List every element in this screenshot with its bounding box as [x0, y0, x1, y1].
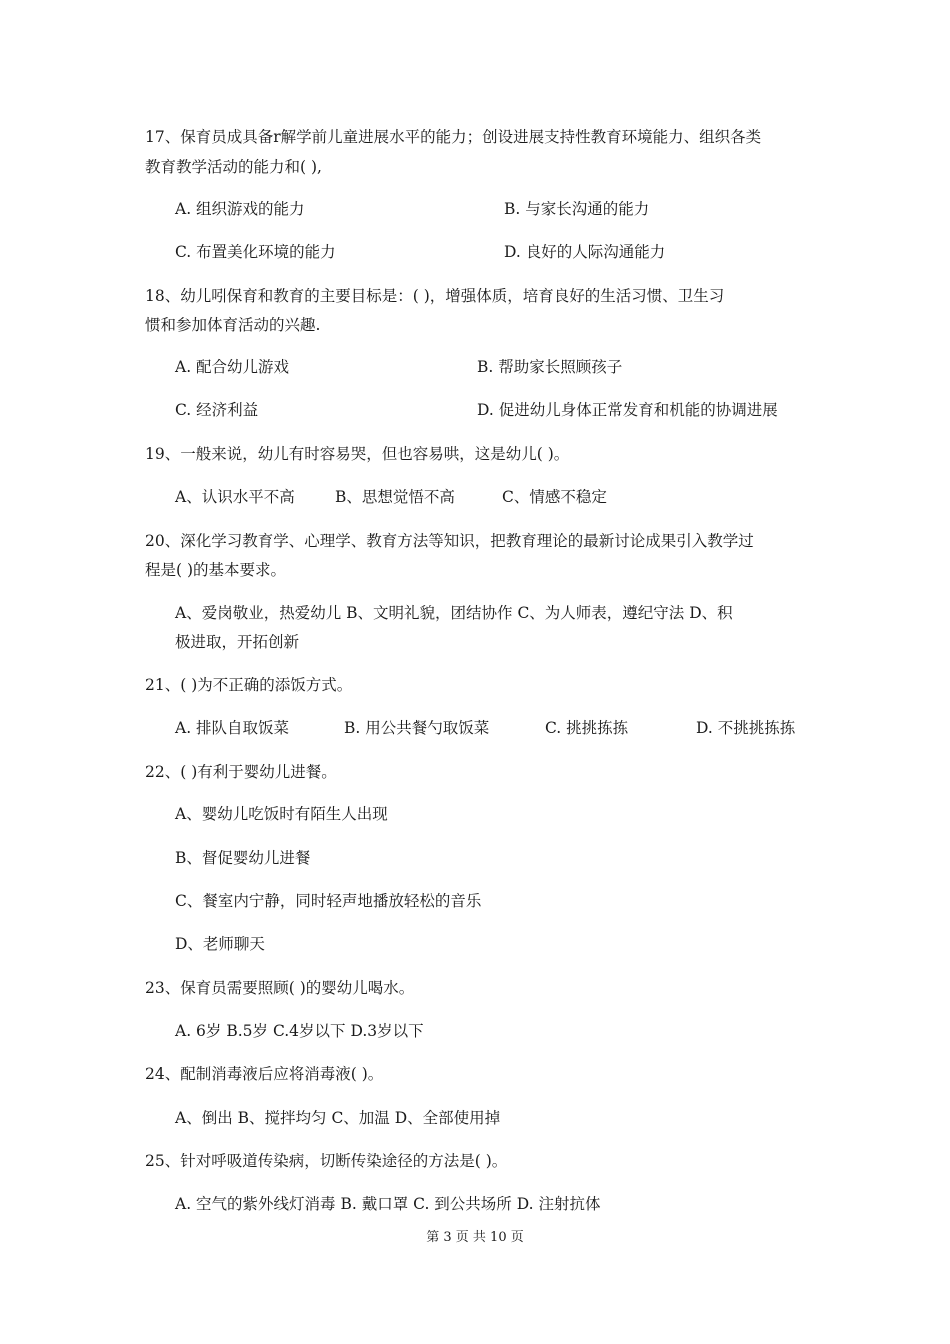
question-20-options-line-1: A、爱岗敬业，热爱幼儿 B、文明礼貌，团结协作 C、为人师表，遵纪守法 D、积: [175, 604, 733, 622]
question-18-option-d: D. 促进幼儿身体正常发育和机能的协调进展: [477, 401, 778, 419]
question-20-stem-line-2: 程是( )的基本要求。: [145, 561, 287, 579]
question-22-option-d: D、老师聊天: [175, 935, 265, 953]
question-21-option-b: B. 用公共餐勺取饭菜: [344, 719, 490, 737]
question-18-option-c: C. 经济利益: [175, 401, 259, 419]
question-19-option-b: B、思想觉悟不高: [335, 488, 455, 506]
question-22-option-a: A、婴幼儿吃饭时有陌生人出现: [175, 805, 388, 823]
question-17-stem-line-1: 17、保育员成具备r解学前儿童进展水平的能力；创设进展支持性教育环境能力、组织各类: [145, 128, 762, 146]
question-17-option-b: B. 与家长沟通的能力: [504, 200, 650, 218]
question-18-stem-line-1: 18、幼儿吲保育和教育的主要目标是：( )，增强体质，培育良好的生活习惯、卫生习: [145, 287, 725, 305]
question-19-option-c: C、情感不稳定: [502, 488, 607, 506]
question-25-options: A. 空气的紫外线灯消毒 B. 戴口罩 C. 到公共场所 D. 注射抗体: [175, 1195, 601, 1213]
question-22-stem: 22、( )有利于婴幼儿进餐。: [145, 763, 337, 781]
question-20-stem-line-1: 20、深化学习教育学、心理学、教育方法等知识，把教育理论的最新讨论成果引入教学过: [145, 532, 754, 550]
question-23-options: A. 6岁 B.5岁 C.4岁以下 D.3岁以下: [175, 1022, 424, 1040]
question-24-options: A、倒出 B、搅拌均匀 C、加温 D、全部使用掉: [175, 1109, 501, 1127]
question-22-option-c: C、餐室内宁静，同时轻声地播放轻松的音乐: [175, 892, 482, 910]
question-20-options-line-2: 极进取，开拓创新: [175, 633, 300, 651]
question-19-stem: 19、一般来说，幼儿有时容易哭，但也容易哄，这是幼儿( )。: [145, 445, 570, 463]
question-21-option-c: C. 挑挑拣拣: [545, 719, 629, 737]
question-17-option-a: A. 组织游戏的能力: [175, 200, 305, 218]
page-number: 第 3 页 共 10 页: [426, 1230, 524, 1245]
question-22-option-b: B、督促婴幼儿进餐: [175, 849, 311, 867]
question-24-stem: 24、配制消毒液后应将消毒液( )。: [145, 1065, 384, 1083]
question-18-option-b: B. 帮助家长照顾孩子: [477, 358, 623, 376]
question-18-stem-line-2: 惯和参加体育活动的兴趣.: [145, 316, 321, 334]
question-17-option-d: D. 良好的人际沟通能力: [504, 243, 666, 261]
question-18-option-a: A. 配合幼儿游戏: [175, 358, 290, 376]
question-17-stem-line-2: 教育教学活动的能力和( ),: [145, 158, 322, 176]
question-23-stem: 23、保育员需要照顾( )的婴幼儿喝水。: [145, 979, 415, 997]
question-19-option-a: A、认识水平不高: [175, 488, 295, 506]
question-17-option-c: C. 布置美化环境的能力: [175, 243, 336, 261]
question-21-stem: 21、( )为不正确的添饭方式。: [145, 676, 353, 694]
question-25-stem: 25、针对呼吸道传染病，切断传染途径的方法是( )。: [145, 1152, 508, 1170]
question-21-option-a: A. 排队自取饭菜: [175, 719, 290, 737]
question-21-option-d: D. 不挑挑拣拣: [696, 719, 796, 737]
